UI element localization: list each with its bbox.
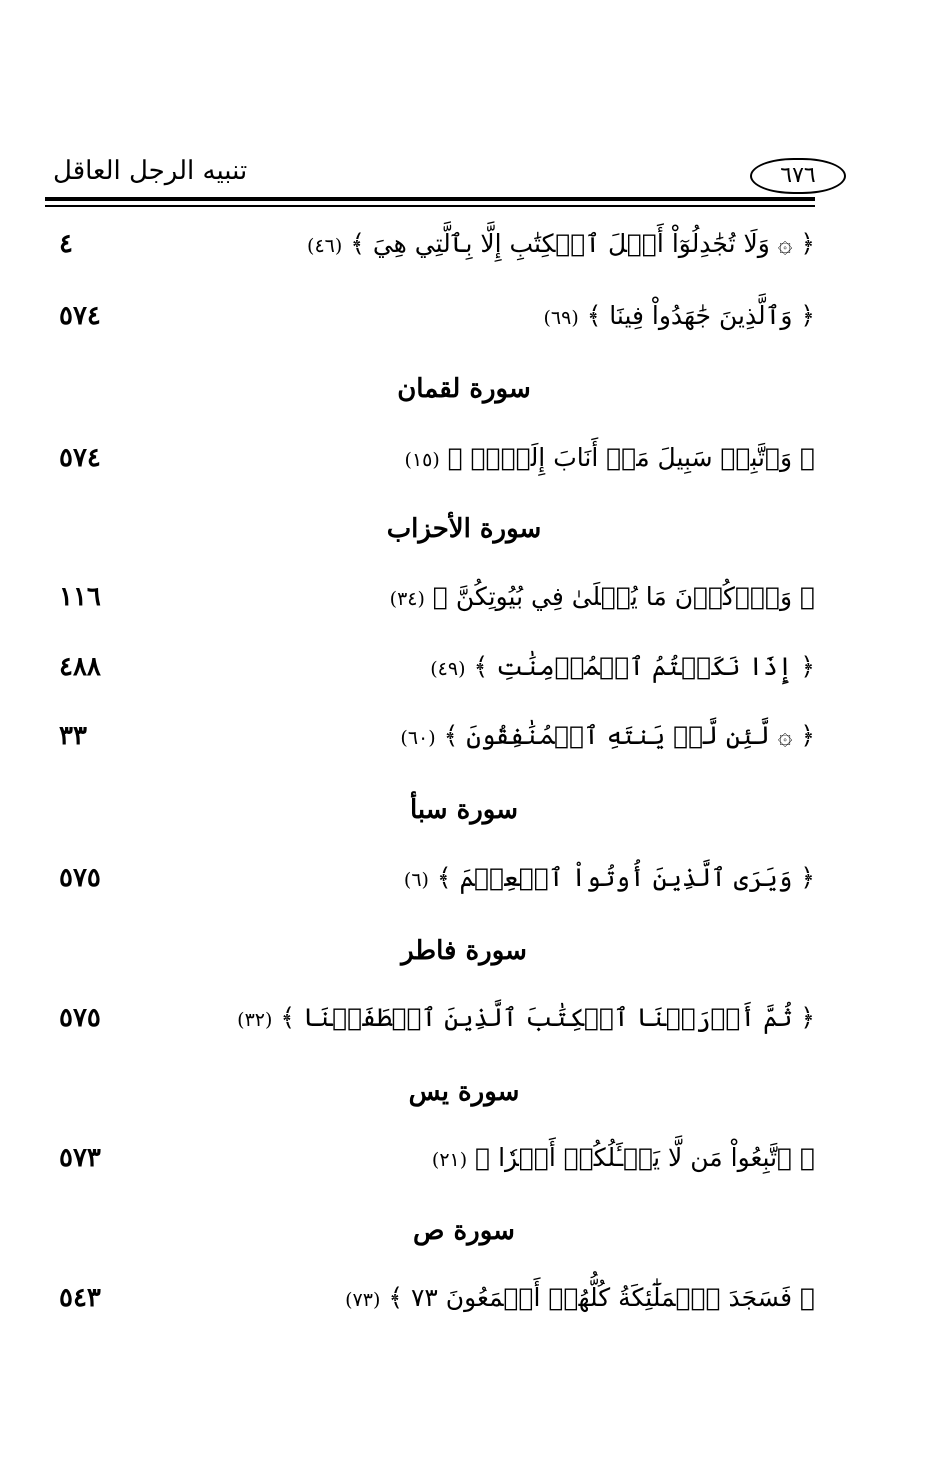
verse-row: [45, 1136, 815, 1180]
verse-quote: ﴿ وَيَرَى ٱلَّذِينَ أُوتُواْ ٱلۡعِلۡمَ ﴾: [436, 863, 815, 892]
verse-text: [404, 856, 815, 902]
verse-number: (١٥): [404, 449, 440, 471]
page-number-badge: ٦٧٦: [750, 158, 846, 194]
surah-heading: سورة الأحزاب: [386, 514, 542, 544]
page-reference: ٥٧٣: [59, 1143, 101, 1173]
surah-heading: سورة ص: [413, 1216, 515, 1246]
verse-quote: ﴿ ثُمَّ أَوۡرَثۡنَا ٱلۡكِتَٰبَ ٱلَّذِينَ ٱصۡطَفَيۡنَا ﴾: [280, 1003, 815, 1032]
verse-number: (٦٠): [400, 727, 436, 749]
verse-row: [45, 575, 815, 619]
verse-row: [45, 856, 815, 900]
verse-number: (٦٩): [543, 307, 579, 329]
verse-text: [307, 222, 815, 268]
verse-quote: ﴿ وَٱتَّبِعۡ سَبِيلَ مَنۡ أَنَابَ إِلَيَّۚ ﴾: [447, 443, 815, 472]
book-title: تنبيه الرجل العاقل: [53, 156, 248, 186]
verse-row: [45, 222, 815, 266]
verse-quote: ﴿ إِذَا نَكَحۡتُمُ ٱلۡمُؤۡمِنَٰتِ ﴾: [473, 652, 815, 681]
page-reference: ٥٧٤: [59, 443, 101, 473]
verse-number: (٣٢): [237, 1009, 273, 1031]
page-reference: ٥٤٣: [59, 1283, 101, 1313]
surah-heading: سورة سبأ: [410, 795, 518, 825]
verse-number: (٧٣): [345, 1289, 381, 1311]
verse-row: [45, 996, 815, 1040]
verse-text: [345, 1276, 815, 1322]
verse-quote: ﴿ ۞ لَّئِن لَّمۡ يَنتَهِ ٱلۡمُنَٰفِقُونَ ﴾: [443, 721, 815, 750]
verse-text: [237, 996, 815, 1042]
header-rule-thick: [45, 197, 815, 201]
verse-text: [543, 294, 815, 340]
verse-number: (٦): [403, 869, 429, 891]
verse-quote: ﴿ فَسَجَدَ ٱلۡمَلَٰٓئِكَةُ كُلُّهُمۡ أَجۡمَعُونَ ٧٣ ﴾: [388, 1283, 815, 1312]
page-reference: ٥٧٥: [59, 863, 101, 893]
verse-quote: ﴿ ٱتَّبِعُواْ مَن لَّا يَسۡـَٔلُكُمۡ أَجۡرٗا ﴾: [475, 1143, 815, 1172]
verse-text: [405, 436, 815, 482]
verse-text: [430, 645, 815, 691]
page-reference: ٥٧٥: [59, 1003, 101, 1033]
surah-heading: سورة فاطر: [401, 936, 527, 966]
page-reference: ١١٦: [59, 582, 101, 612]
verse-quote: ﴿ وَٱلَّذِينَ جَٰهَدُواْ فِينَا ﴾: [586, 301, 815, 330]
verse-quote: ﴿ ۞ وَلَا تُجَٰدِلُوٓاْ أَهۡلَ ٱلۡكِتَٰبِ إِلَّا بِٱلَّتِي هِيَ ﴾: [350, 229, 815, 258]
verse-row: [45, 1276, 815, 1320]
surah-heading: سورة لقمان: [397, 374, 531, 404]
verse-row: [45, 294, 815, 338]
verse-number: (٤٦): [307, 235, 343, 257]
header-rule-thin: [45, 205, 815, 207]
page-reference: ٥٧٤: [59, 301, 101, 331]
verse-text: [400, 714, 815, 760]
verse-text: [432, 1136, 815, 1182]
surah-heading: سورة يس: [408, 1077, 520, 1107]
verse-row: [45, 714, 815, 758]
page-reference: ٣٣: [59, 721, 87, 751]
verse-quote: ﴿ وَٱذۡكُرۡنَ مَا يُتۡلَىٰ فِي بُيُوتِكُنَّ ﴾: [432, 582, 815, 611]
verse-number: (٤٩): [430, 658, 466, 680]
verse-number: (٢١): [431, 1149, 468, 1171]
page-header: [45, 150, 815, 200]
verse-text: [390, 575, 815, 621]
verse-row: [45, 436, 815, 480]
page-reference: ٤: [59, 229, 73, 259]
verse-number: (٣٤): [389, 588, 425, 610]
verse-row: [45, 645, 815, 689]
page-reference: ٤٨٨: [59, 652, 101, 682]
